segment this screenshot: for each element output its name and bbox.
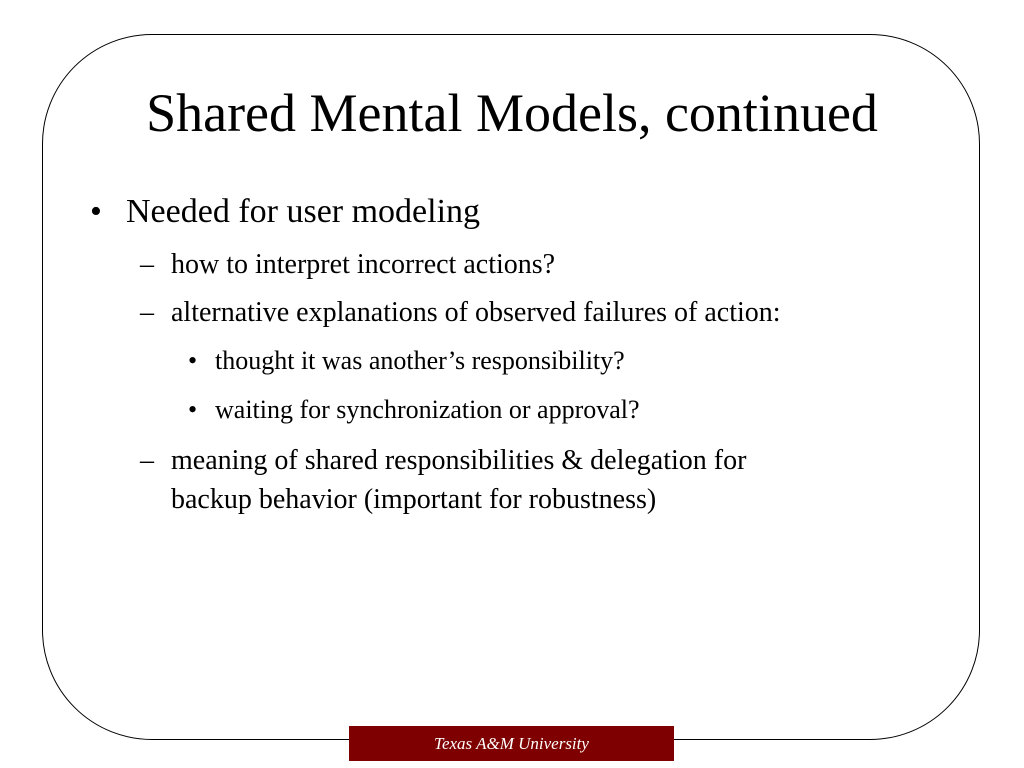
sub-item-continuation-text: backup behavior (important for robustness): [171, 484, 657, 515]
sub-item-text: alternative explanations of observed failures of action:: [171, 297, 781, 328]
sub-item-text: meaning of shared responsibilities & delegation for: [171, 445, 747, 476]
bullet-marker: •: [188, 346, 198, 375]
dash-marker: –: [140, 249, 154, 280]
sub-sub-item-text: waiting for synchronization or approval?: [215, 395, 640, 424]
sub-sub-item-text: thought it was another’s responsibility?: [215, 346, 625, 375]
dash-marker: –: [140, 445, 154, 476]
dash-marker: –: [140, 297, 154, 328]
footer-banner: [349, 726, 674, 761]
bullet-text: Needed for user modeling: [126, 193, 481, 230]
sub-item-text: how to interpret incorrect actions?: [171, 249, 556, 280]
slide-title: Shared Mental Models, continued: [146, 83, 878, 143]
footer-university-name: Texas A&M University: [434, 733, 589, 753]
bullet-marker: •: [90, 193, 102, 230]
bullet-marker: •: [188, 395, 198, 424]
